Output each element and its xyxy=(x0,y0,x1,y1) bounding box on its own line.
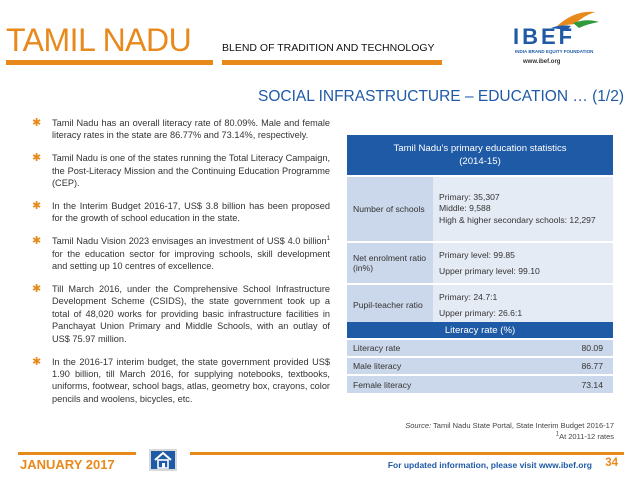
row-value: 86.77 xyxy=(520,357,613,375)
list-item xyxy=(32,356,330,406)
education-stats-table xyxy=(347,135,613,325)
row-label: Female literacy xyxy=(347,375,520,393)
footer-divider xyxy=(190,452,624,455)
star-bullet-icon: ✱ xyxy=(32,117,42,129)
list-item xyxy=(32,235,330,272)
bullet-text: Tamil Nadu is one of the states running the Total Literacy Campaign, the Post-Literacy Mission and the Continuing Education Programme (CEP). xyxy=(52,153,330,189)
list-item xyxy=(32,200,330,225)
footnote-marker: 1 xyxy=(326,236,330,243)
value-line: Primary: 24.7:1 xyxy=(439,292,498,302)
logo-tagline: INDIA BRAND EQUITY FOUNDATION xyxy=(515,49,594,54)
subtitle-underline xyxy=(222,60,442,65)
value-line: Primary level: 99.85 xyxy=(439,250,515,260)
section-title: SOCIAL INFRASTRUCTURE – EDUCATION … (1/2) xyxy=(257,88,624,105)
header xyxy=(0,0,638,78)
row-value: 80.09 xyxy=(520,339,613,357)
bullet-text: In the 2016-17 interim budget, the state government provided US$ 1.90 billion, till March 2016, for supplying notebooks, textbooks, uniforms, footwear, school bags, atlas, geometry box, crayons, color pencils and woolens, bicycles, etc. xyxy=(52,356,330,404)
value-line: Upper primary level: 99.10 xyxy=(439,266,540,276)
footer-divider xyxy=(18,452,136,455)
table-header: Literacy rate (%) xyxy=(347,322,613,339)
table-row xyxy=(347,357,613,375)
slide-title: TAMIL NADU xyxy=(6,22,192,58)
table-row xyxy=(347,284,613,325)
table-title-year: (2014-15) xyxy=(459,156,501,167)
value-line: High & higher secondary schools: 12,297 xyxy=(439,214,596,225)
bullet-text: for the education sector for improving schools, skill development and setting up 10 centres of excellence. xyxy=(52,248,330,272)
footnote-marker: 1 xyxy=(555,431,560,438)
home-icon xyxy=(151,451,175,469)
table-header xyxy=(347,135,613,176)
bullet-text: Tamil Nadu Vision 2023 envisages an investment of US$ 4.0 billion xyxy=(52,236,327,247)
value-line: Middle: 9,588 xyxy=(439,203,491,214)
footnote-text: At 2011-12 rates xyxy=(559,432,614,441)
value-line: Primary: 35,307 xyxy=(439,191,500,202)
logo-wordmark: IBEF xyxy=(513,24,576,49)
star-bullet-icon: ✱ xyxy=(32,200,42,213)
footer-date: JANUARY 2017 xyxy=(20,457,115,472)
table-title: Tamil Nadu’s primary education statistics xyxy=(393,143,567,154)
table-row xyxy=(347,339,613,357)
table-row xyxy=(347,176,613,242)
list-item xyxy=(32,152,330,189)
label-line: Net enrolment ratio xyxy=(353,253,427,263)
literacy-rate-table xyxy=(347,322,613,393)
bullet-text: In the Interim Budget 2016-17, US$ 3.8 billion has been proposed for the growth of school education in the state. xyxy=(52,201,330,224)
bullet-text: Till March 2016, under the Comprehensive School Infrastructure Development Scheme (CSIDS), the state government took up a total of 48,020 works for providing basic infrastructure facilities in Panchayat Union Primary and Middle Schools, with an outlay of US$ 75.97 million. xyxy=(52,284,330,344)
row-value xyxy=(433,176,613,242)
page-number: 34 xyxy=(605,457,618,469)
bullet-list xyxy=(32,117,330,416)
table-row xyxy=(347,242,613,284)
bullet-text: Tamil Nadu has an overall literacy rate of 80.09%. Male and female literacy rates in the state are 86.77% and 73.14%, respectively. xyxy=(52,118,330,141)
list-item xyxy=(32,283,330,345)
star-bullet-icon: ✱ xyxy=(32,283,42,296)
source-label: Source: xyxy=(405,421,432,430)
title-underline xyxy=(6,60,213,65)
source-note xyxy=(405,420,614,442)
star-bullet-icon: ✱ xyxy=(32,235,42,248)
row-label xyxy=(347,242,433,284)
table-row xyxy=(347,375,613,393)
row-label: Literacy rate xyxy=(347,339,520,357)
row-label: Number of schools xyxy=(347,176,433,242)
source-text: Tamil Nadu State Portal, State Interim Budget 2016-17 xyxy=(431,421,614,430)
star-bullet-icon: ✱ xyxy=(32,152,42,165)
footer-website-note[interactable]: For updated information, please visit www.ibef.org xyxy=(387,460,592,470)
value-line: Upper primary: 26.6:1 xyxy=(439,308,523,318)
ibef-logo[interactable] xyxy=(487,6,632,70)
logo-url: www.ibef.org xyxy=(523,59,561,65)
row-value: 73.14 xyxy=(520,375,613,393)
row-value xyxy=(433,284,613,325)
row-value xyxy=(433,242,613,284)
home-button[interactable] xyxy=(149,449,177,471)
list-item xyxy=(32,117,330,142)
label-line: (in%) xyxy=(353,263,374,273)
row-label: Male literacy xyxy=(347,357,520,375)
star-bullet-icon: ✱ xyxy=(32,355,42,368)
slide-subtitle: BLEND OF TRADITION AND TECHNOLOGY xyxy=(222,42,435,54)
row-label: Pupil-teacher ratio xyxy=(347,284,433,325)
